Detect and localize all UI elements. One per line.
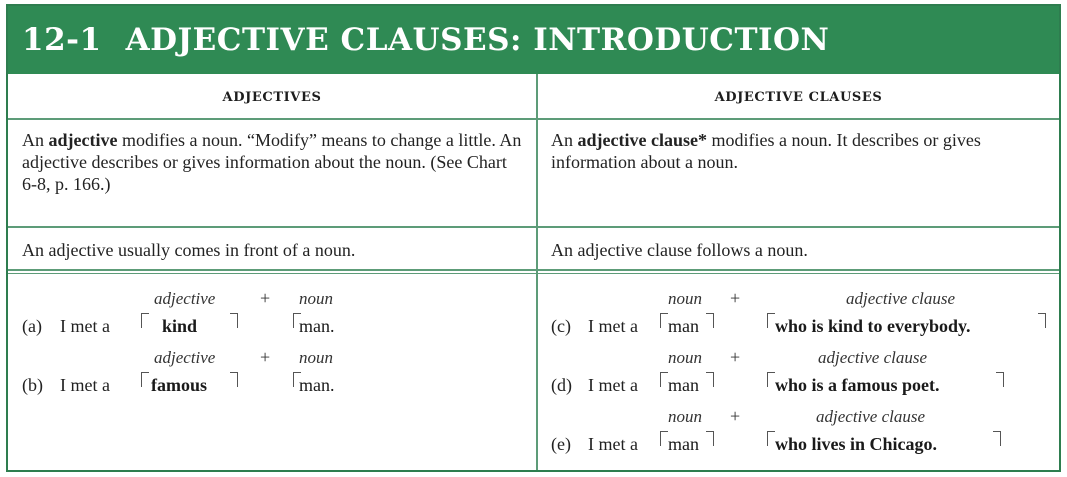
adjective-clause-definition: An adjective clause* modifies a noun. It describes or gives information about a noun. [551, 130, 981, 172]
chart-title-banner [8, 6, 1059, 74]
row1-divider [8, 226, 1059, 228]
chart-number: 12-1 [22, 22, 102, 58]
column-divider [536, 74, 538, 470]
row2-divider-second [8, 273, 1059, 274]
chart-title: ADJECTIVE CLAUSES: INTRODUCTION [125, 22, 830, 58]
column-header-adjectives: ADJECTIVES [222, 89, 322, 105]
adjective-clause-position-note: An adjective clause follows a noun. [551, 240, 808, 260]
adjective-definition: An adjective modifies a noun. “Modify” means to change a little. An adjective describes or gives information about the noun. (See Chart 6-8, p. 166.) [22, 130, 522, 194]
row2-divider [8, 269, 1059, 271]
column-header-adjective-clauses: ADJECTIVE CLAUSES [714, 89, 883, 105]
adjective-term: adjective [48, 130, 118, 150]
adjective-clause-term: adjective clause* [577, 130, 707, 150]
adjective-position-note: An adjective usually comes in front of a noun. [22, 240, 356, 260]
grammar-chart: 12-1 ADJECTIVE CLAUSES: INTRODUCTION ADJECTIVES ADJECTIVE CLAUSES An adjective modifies a noun. “Modify” means to change a little. An adjective describes or gives information about the noun. (See Chart 6-8, p. 166.) An adjective clause* modifies a noun. It describes or gives information about a noun. An adjective usually comes in front of a noun. An adjective clause follows a noun. adjective + noun (a) I met a kind man. adjective + noun (b) I met a famous man. noun + adjective clause (c) I met a man who is kind to everybody. noun + adjective clause (d) I met a man who is a famous poet. noun + adjective clause (e) I met a man who lives in Chicago. [6, 4, 1061, 472]
